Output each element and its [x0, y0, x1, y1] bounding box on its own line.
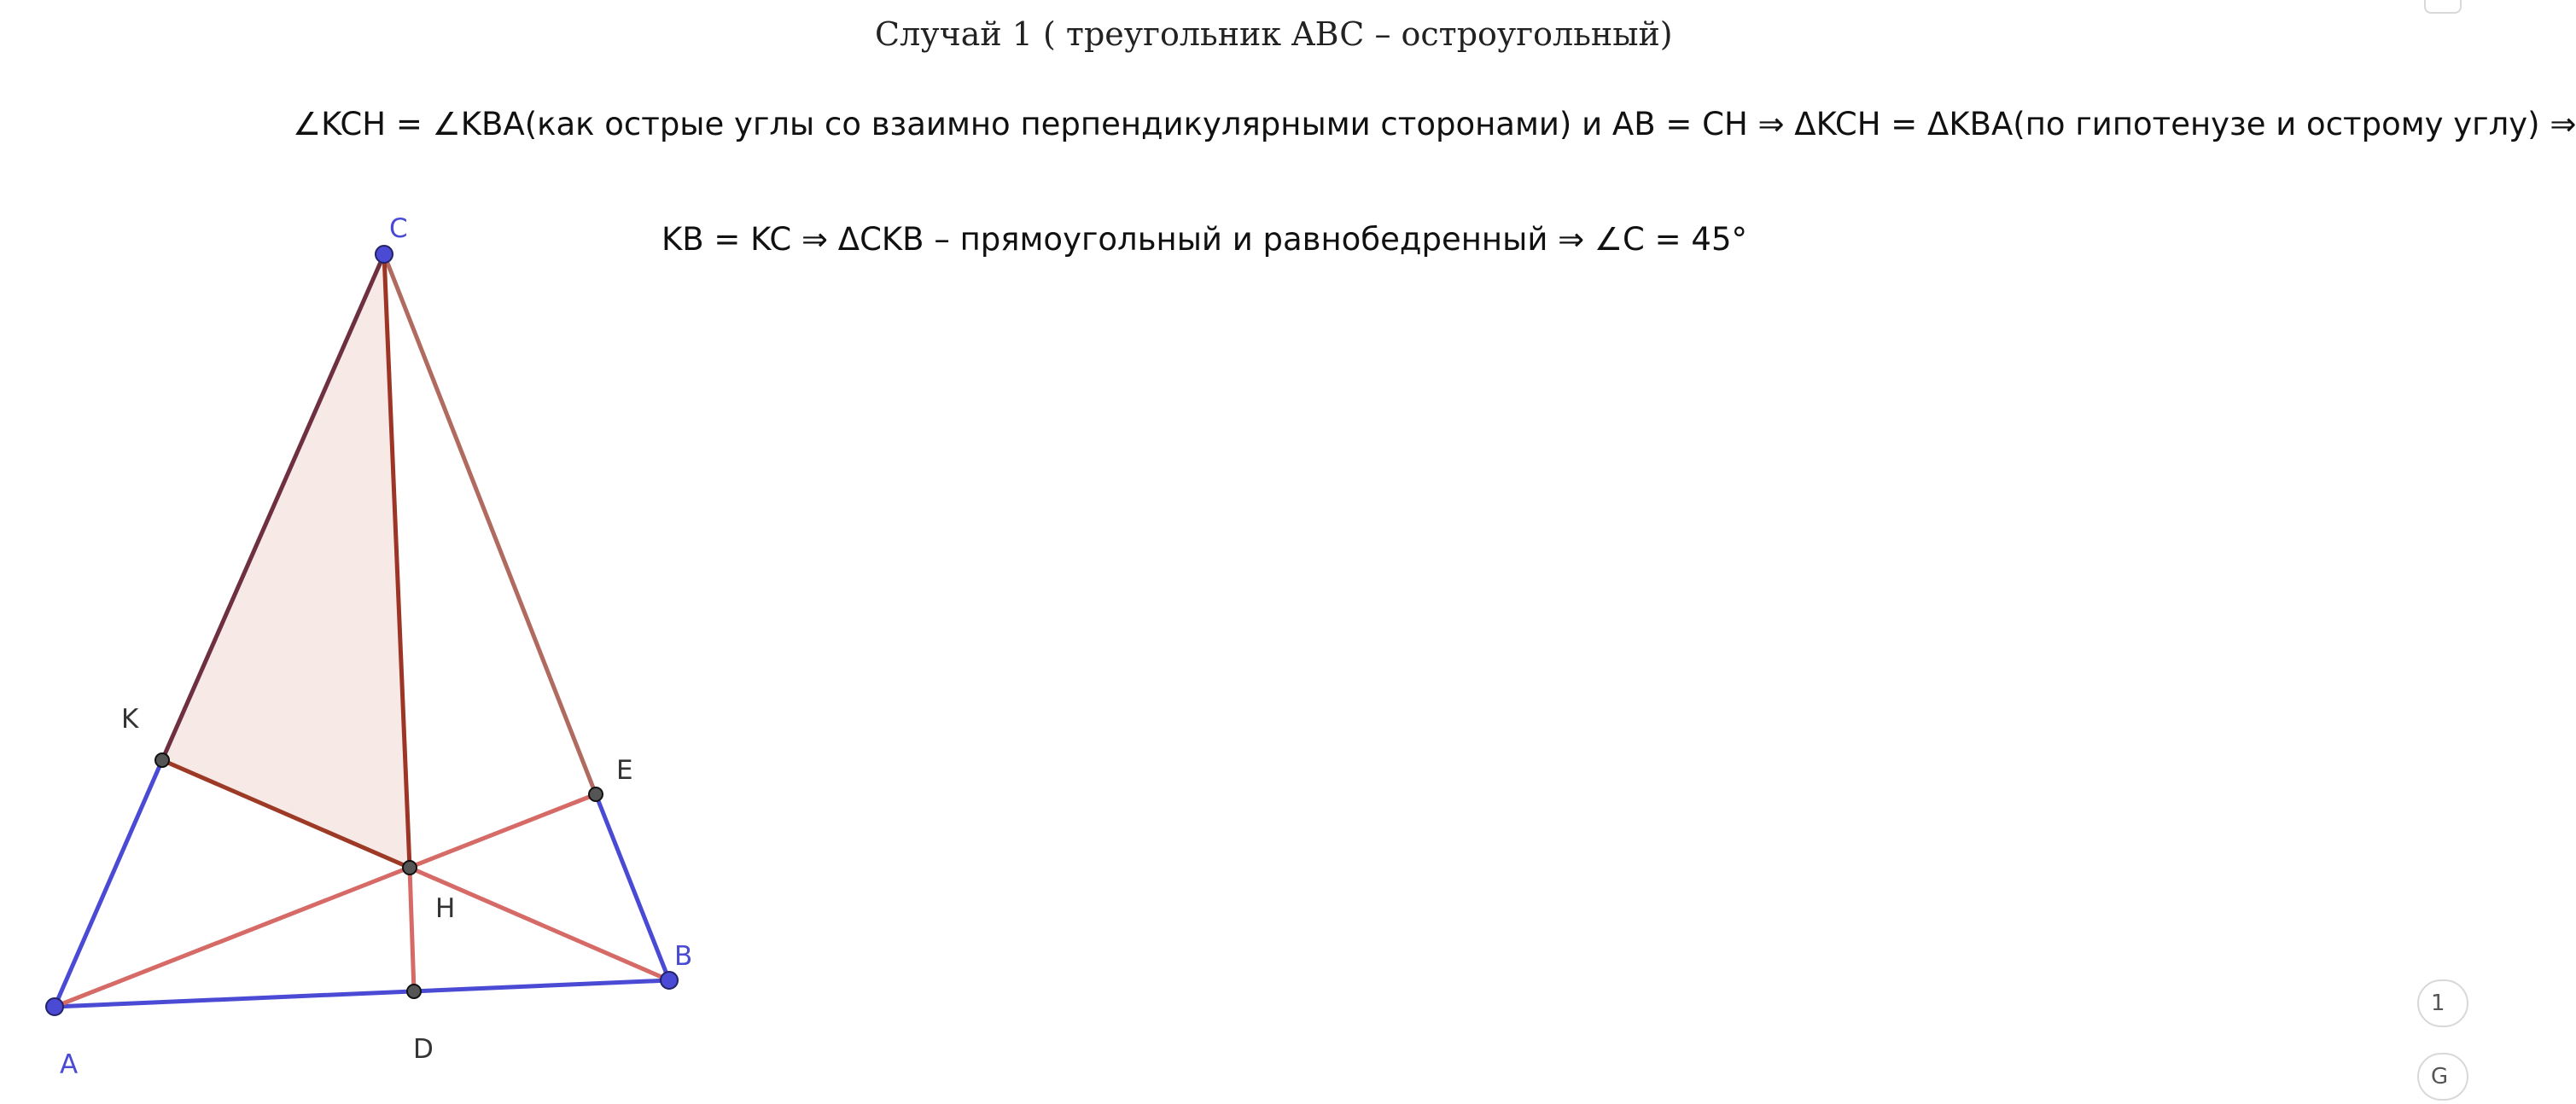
label-e: E	[616, 755, 633, 786]
label-c: C	[389, 213, 408, 244]
triangle-figure	[0, 0, 768, 1104]
side-tab-bottom-label: G	[2431, 1064, 2449, 1089]
label-k: K	[121, 704, 139, 735]
point-e[interactable]	[589, 787, 603, 801]
label-h: H	[435, 893, 456, 924]
point-b[interactable]	[661, 972, 678, 989]
point-a[interactable]	[46, 998, 63, 1015]
point-c[interactable]	[376, 246, 393, 263]
point-k[interactable]	[155, 753, 169, 767]
proof-line-2: KB = KC ⇒ ΔCKB – прямоугольный и равнобедренный ⇒ ∠C = 45°	[661, 221, 1748, 258]
side-tab-top-label: 1	[2431, 991, 2445, 1016]
label-b: B	[674, 941, 693, 972]
side-tab-top[interactable]	[2417, 979, 2468, 1027]
label-d: D	[413, 1034, 434, 1065]
page-title: Случай 1 ( треугольник ABC – остроугольный)	[875, 15, 1673, 53]
segment-ce	[384, 254, 596, 794]
altitude-cd-lower	[410, 868, 414, 991]
segment-ab	[55, 980, 669, 1007]
label-a: A	[60, 1049, 79, 1080]
top-right-panel-edge[interactable]	[2424, 0, 2462, 14]
point-h[interactable]	[403, 861, 417, 874]
proof-line-1: ∠KCH = ∠KBA(как острые углы со взаимно перпендикулярными сторонами) и AB = CH ⇒ ΔKCH = ΔKBA(по гипотенузе и острому углу) ⇒	[293, 106, 2576, 142]
point-d[interactable]	[407, 985, 421, 998]
side-tab-bottom[interactable]	[2417, 1053, 2468, 1101]
